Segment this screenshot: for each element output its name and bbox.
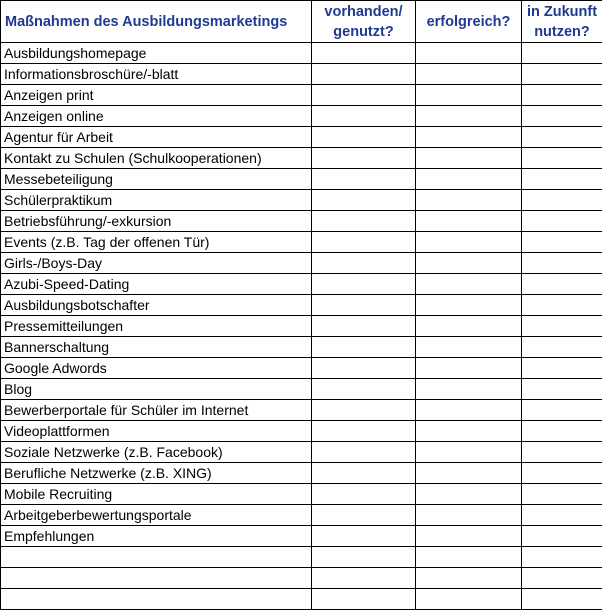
future-cell[interactable]	[522, 568, 602, 589]
future-cell[interactable]	[522, 400, 602, 421]
table-row	[1, 505, 602, 526]
table-body	[1, 43, 602, 610]
table-row	[1, 526, 602, 547]
header-measures-label: Maßnahmen des Ausbildungsmarketings	[5, 14, 287, 30]
available-cell[interactable]	[312, 400, 416, 421]
future-cell[interactable]	[522, 148, 602, 169]
table-row	[1, 127, 602, 148]
available-cell[interactable]	[312, 526, 416, 547]
successful-cell[interactable]	[416, 64, 522, 85]
successful-cell[interactable]	[416, 295, 522, 316]
header-future	[522, 1, 602, 43]
header-available-line1: vorhanden/	[312, 2, 415, 22]
measure-label: Informationsbroschüre/-blatt	[1, 64, 312, 85]
available-cell[interactable]	[312, 337, 416, 358]
table-row	[1, 442, 602, 463]
successful-cell[interactable]	[416, 190, 522, 211]
successful-cell[interactable]	[416, 106, 522, 127]
future-cell[interactable]	[522, 106, 602, 127]
future-cell[interactable]	[522, 505, 602, 526]
measure-label: Azubi-Speed-Dating	[1, 274, 312, 295]
available-cell[interactable]	[312, 358, 416, 379]
measure-label: Videoplattformen	[1, 421, 312, 442]
table-row	[1, 43, 602, 64]
future-cell[interactable]	[522, 211, 602, 232]
table-row	[1, 463, 602, 484]
measure-label: Events (z.B. Tag der offenen Tür)	[1, 232, 312, 253]
available-cell[interactable]	[312, 379, 416, 400]
successful-cell[interactable]	[416, 316, 522, 337]
table-row	[1, 358, 602, 379]
future-cell[interactable]	[522, 316, 602, 337]
measure-label: Ausbildungsbotschafter	[1, 295, 312, 316]
successful-cell[interactable]	[416, 232, 522, 253]
measure-label: Anzeigen print	[1, 85, 312, 106]
successful-cell[interactable]	[416, 379, 522, 400]
available-cell[interactable]	[312, 505, 416, 526]
successful-cell[interactable]	[416, 526, 522, 547]
measure-label: Betriebsführung/-exkursion	[1, 211, 312, 232]
available-cell[interactable]	[312, 442, 416, 463]
successful-cell[interactable]	[416, 547, 522, 568]
table-row	[1, 337, 602, 358]
header-successful-label: erfolgreich?	[427, 14, 511, 30]
table-row	[1, 547, 602, 568]
available-cell[interactable]	[312, 316, 416, 337]
measure-label: Arbeitgeberbewertungsportale	[1, 505, 312, 526]
successful-cell[interactable]	[416, 463, 522, 484]
successful-cell[interactable]	[416, 148, 522, 169]
available-cell[interactable]	[312, 169, 416, 190]
successful-cell[interactable]	[416, 400, 522, 421]
future-cell[interactable]	[522, 295, 602, 316]
table-row	[1, 589, 602, 610]
successful-cell[interactable]	[416, 43, 522, 64]
measure-label: Empfehlungen	[1, 526, 312, 547]
table-row	[1, 316, 602, 337]
available-cell[interactable]	[312, 85, 416, 106]
successful-cell[interactable]	[416, 337, 522, 358]
table-row	[1, 85, 602, 106]
table-row	[1, 421, 602, 442]
future-cell[interactable]	[522, 421, 602, 442]
future-cell[interactable]	[522, 337, 602, 358]
successful-cell[interactable]	[416, 484, 522, 505]
measure-label	[1, 547, 312, 568]
measure-label: Mobile Recruiting	[1, 484, 312, 505]
available-cell[interactable]	[312, 232, 416, 253]
available-cell[interactable]	[312, 211, 416, 232]
future-cell[interactable]	[522, 43, 602, 64]
future-cell[interactable]	[522, 85, 602, 106]
successful-cell[interactable]	[416, 169, 522, 190]
measure-label: Messebeteiligung	[1, 169, 312, 190]
available-cell[interactable]	[312, 484, 416, 505]
successful-cell[interactable]	[416, 442, 522, 463]
table-row	[1, 400, 602, 421]
future-cell[interactable]	[522, 358, 602, 379]
available-cell[interactable]	[312, 421, 416, 442]
successful-cell[interactable]	[416, 211, 522, 232]
measure-label: Anzeigen online	[1, 106, 312, 127]
available-cell[interactable]	[312, 295, 416, 316]
table-row	[1, 64, 602, 85]
header-available	[312, 1, 416, 43]
table-row	[1, 190, 602, 211]
future-cell[interactable]	[522, 274, 602, 295]
successful-cell[interactable]	[416, 505, 522, 526]
table-row	[1, 211, 602, 232]
available-cell[interactable]	[312, 589, 416, 610]
available-cell[interactable]	[312, 253, 416, 274]
future-cell[interactable]	[522, 463, 602, 484]
future-cell[interactable]	[522, 127, 602, 148]
successful-cell[interactable]	[416, 568, 522, 589]
successful-cell[interactable]	[416, 274, 522, 295]
successful-cell[interactable]	[416, 589, 522, 610]
available-cell[interactable]	[312, 106, 416, 127]
available-cell[interactable]	[312, 190, 416, 211]
measure-label: Pressemitteilungen	[1, 316, 312, 337]
available-cell[interactable]	[312, 547, 416, 568]
table-row	[1, 295, 602, 316]
measure-label	[1, 589, 312, 610]
header-successful	[416, 1, 522, 43]
header-available-line2: genutzt?	[312, 22, 415, 42]
measure-label: Soziale Netzwerke (z.B. Facebook)	[1, 442, 312, 463]
table-row	[1, 253, 602, 274]
table-row	[1, 484, 602, 505]
table-row	[1, 274, 602, 295]
successful-cell[interactable]	[416, 253, 522, 274]
measure-label: Bannerschaltung	[1, 337, 312, 358]
future-cell[interactable]	[522, 589, 602, 610]
successful-cell[interactable]	[416, 421, 522, 442]
table-row	[1, 232, 602, 253]
measure-label: Berufliche Netzwerke (z.B. XING)	[1, 463, 312, 484]
measure-label: Google Adwords	[1, 358, 312, 379]
measure-label: Ausbildungshomepage	[1, 43, 312, 64]
table-row	[1, 568, 602, 589]
measure-label: Blog	[1, 379, 312, 400]
measure-label	[1, 568, 312, 589]
header-measures	[1, 1, 312, 43]
future-cell[interactable]	[522, 379, 602, 400]
measure-label: Girls-/Boys-Day	[1, 253, 312, 274]
future-cell[interactable]	[522, 442, 602, 463]
successful-cell[interactable]	[416, 127, 522, 148]
table-row	[1, 169, 602, 190]
available-cell[interactable]	[312, 127, 416, 148]
available-cell[interactable]	[312, 568, 416, 589]
available-cell[interactable]	[312, 64, 416, 85]
future-cell[interactable]	[522, 253, 602, 274]
available-cell[interactable]	[312, 43, 416, 64]
successful-cell[interactable]	[416, 358, 522, 379]
successful-cell[interactable]	[416, 85, 522, 106]
future-cell[interactable]	[522, 169, 602, 190]
future-cell[interactable]	[522, 547, 602, 568]
measure-label: Bewerberportale für Schüler im Internet	[1, 400, 312, 421]
measure-label: Schülerpraktikum	[1, 190, 312, 211]
table-row	[1, 379, 602, 400]
future-cell[interactable]	[522, 64, 602, 85]
future-cell[interactable]	[522, 190, 602, 211]
measure-label: Kontakt zu Schulen (Schulkooperationen)	[1, 148, 312, 169]
header-future-line2: nutzen?	[522, 22, 602, 42]
measure-label: Agentur für Arbeit	[1, 127, 312, 148]
header-future-line1: in Zukunft	[522, 2, 602, 22]
table-row	[1, 106, 602, 127]
available-cell[interactable]	[312, 463, 416, 484]
future-cell[interactable]	[522, 526, 602, 547]
future-cell[interactable]	[522, 232, 602, 253]
table-row	[1, 148, 602, 169]
header-row	[1, 1, 602, 43]
available-cell[interactable]	[312, 274, 416, 295]
future-cell[interactable]	[522, 484, 602, 505]
available-cell[interactable]	[312, 148, 416, 169]
